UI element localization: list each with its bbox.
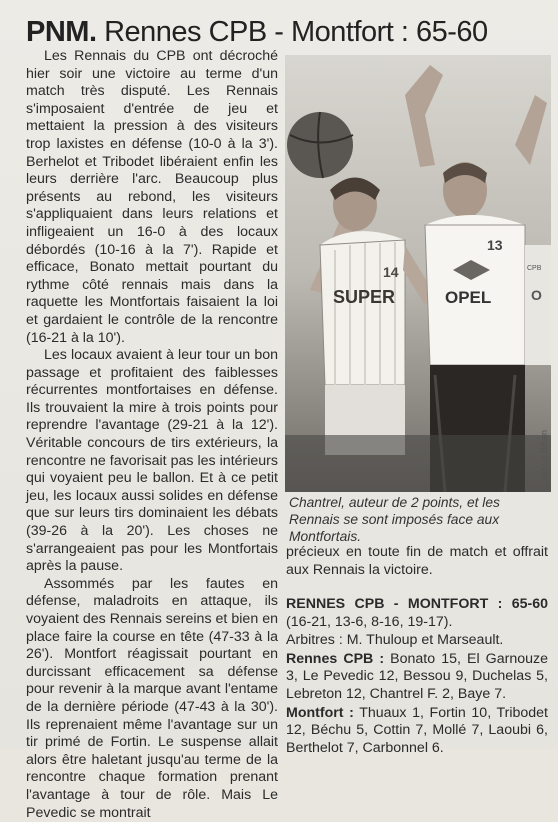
team2-label: Montfort : <box>286 704 354 721</box>
team1-players: Bonato 15, El Garnouze 3, Le Pevedic 12, Bessou 9, Duchelas 5, Lebreton 12, Chantrel F. 2, Baye 7. <box>286 650 548 702</box>
article-paragraph: Les locaux avaient à leur tour un bon passage et profitaient des faiblesses récurrentes montfortaises en défense. Ils trouvaient la mire à trois points pour reprendre l'avantage (29-21 à la 12'). Véritable concours de tirs extérieurs, la rencontre ne favorisait pas les intérieurs qui voyaient peu le ballon. Et à ce petit jeu, les locaux aussi solides en défense que sur leurs tirs dominaient les débats (39-26 à la 20'). Les choses ne s'arrangeaient pas pour les Montfortais après la pause. <box>26 347 278 575</box>
team2-players: Thuaux 1, Fortin 10, Tribodet 12, Béchu 5, Cottin 7, Mollé 7, Laoubi 6, Berthelot 7, Carbonnel 6. <box>286 704 548 756</box>
score-label: RENNES CPB - MONTFORT : 65-60 <box>286 596 548 612</box>
article-paragraph: Assommés par les fautes en défense, maladroits en attaque, ils voyaient des Rennais sereins et bien en place faire la course en tête (47-33 à la 26'). Montfort réagissait pourtant en durcissant efficacement sa défense pour revenir à la marque avant l'entame de la dernière période (47-43 à la 30'). Ils reprenaient même l'avantage sur un tir primé de Fortin. Le suspense allait alors être haletant jusqu'au terme de la rencontre chaque formation prenant l'avantage à tour de rôle. Mais Le Pevedic se montrait <box>26 575 278 821</box>
jersey-right-text: OPEL <box>445 288 492 307</box>
team1-label: Rennes CPB : <box>286 650 385 667</box>
svg-text:O: O <box>531 287 542 303</box>
headline-section-label: PNM. <box>26 16 97 48</box>
basketball-photo-illustration <box>285 55 551 492</box>
article-body-left-column <box>26 48 278 822</box>
basketball-photo <box>285 55 551 492</box>
match-results-box <box>286 596 548 758</box>
article-paragraph: Les Rennais du CPB ont décroché hier soir une victoire au terme d'un match très disputé. Les Rennais s'imposaient d'entrée de jeu et mettaient la pression à des visiteurs trop laxistes en défense (10-0 à la 3'). Berhelot et Tribodet libéraient enfin les leurs derrière l'arc. Beaucoup plus présents au rebond, les visiteurs s'appliquaient dans leurs relations et infligeaient un 16-0 à des locaux débordés (10-16 à la 7'). Rapide et efficace, Bonato mettait pourtant du rythme côté rennais mais dans la raquette les Montfortais faisaient la loi et gardaient le contrôle de la rencontre (16-21 à la 10'). <box>26 48 278 346</box>
score-line <box>286 596 548 631</box>
photo-caption: Chantrel, auteur de 2 points, et les Rennais se sont imposés face aux Montfortais. <box>289 495 500 544</box>
article-body-right-column <box>286 544 548 579</box>
jersey-left-text: SUPER <box>333 287 396 307</box>
jersey-left-number: 14 <box>383 264 399 280</box>
jersey-right-number: 13 <box>487 237 503 253</box>
team2-lineup <box>286 705 548 758</box>
photo-credit: Ludo Le Bihan <box>539 429 549 488</box>
headline-title: Rennes CPB - Montfort : 65-60 <box>104 16 488 48</box>
referees-line: Arbitres : M. Thuloup et Marseault. <box>286 632 504 649</box>
team1-lineup <box>286 651 548 704</box>
svg-text:CPB: CPB <box>527 265 542 272</box>
article-headline <box>26 14 546 50</box>
score-detail: (16-21, 13-6, 8-16, 19-17). <box>286 613 453 630</box>
article-paragraph-continued: précieux en toute fin de match et offrait aux Rennais la victoire. <box>286 544 548 578</box>
